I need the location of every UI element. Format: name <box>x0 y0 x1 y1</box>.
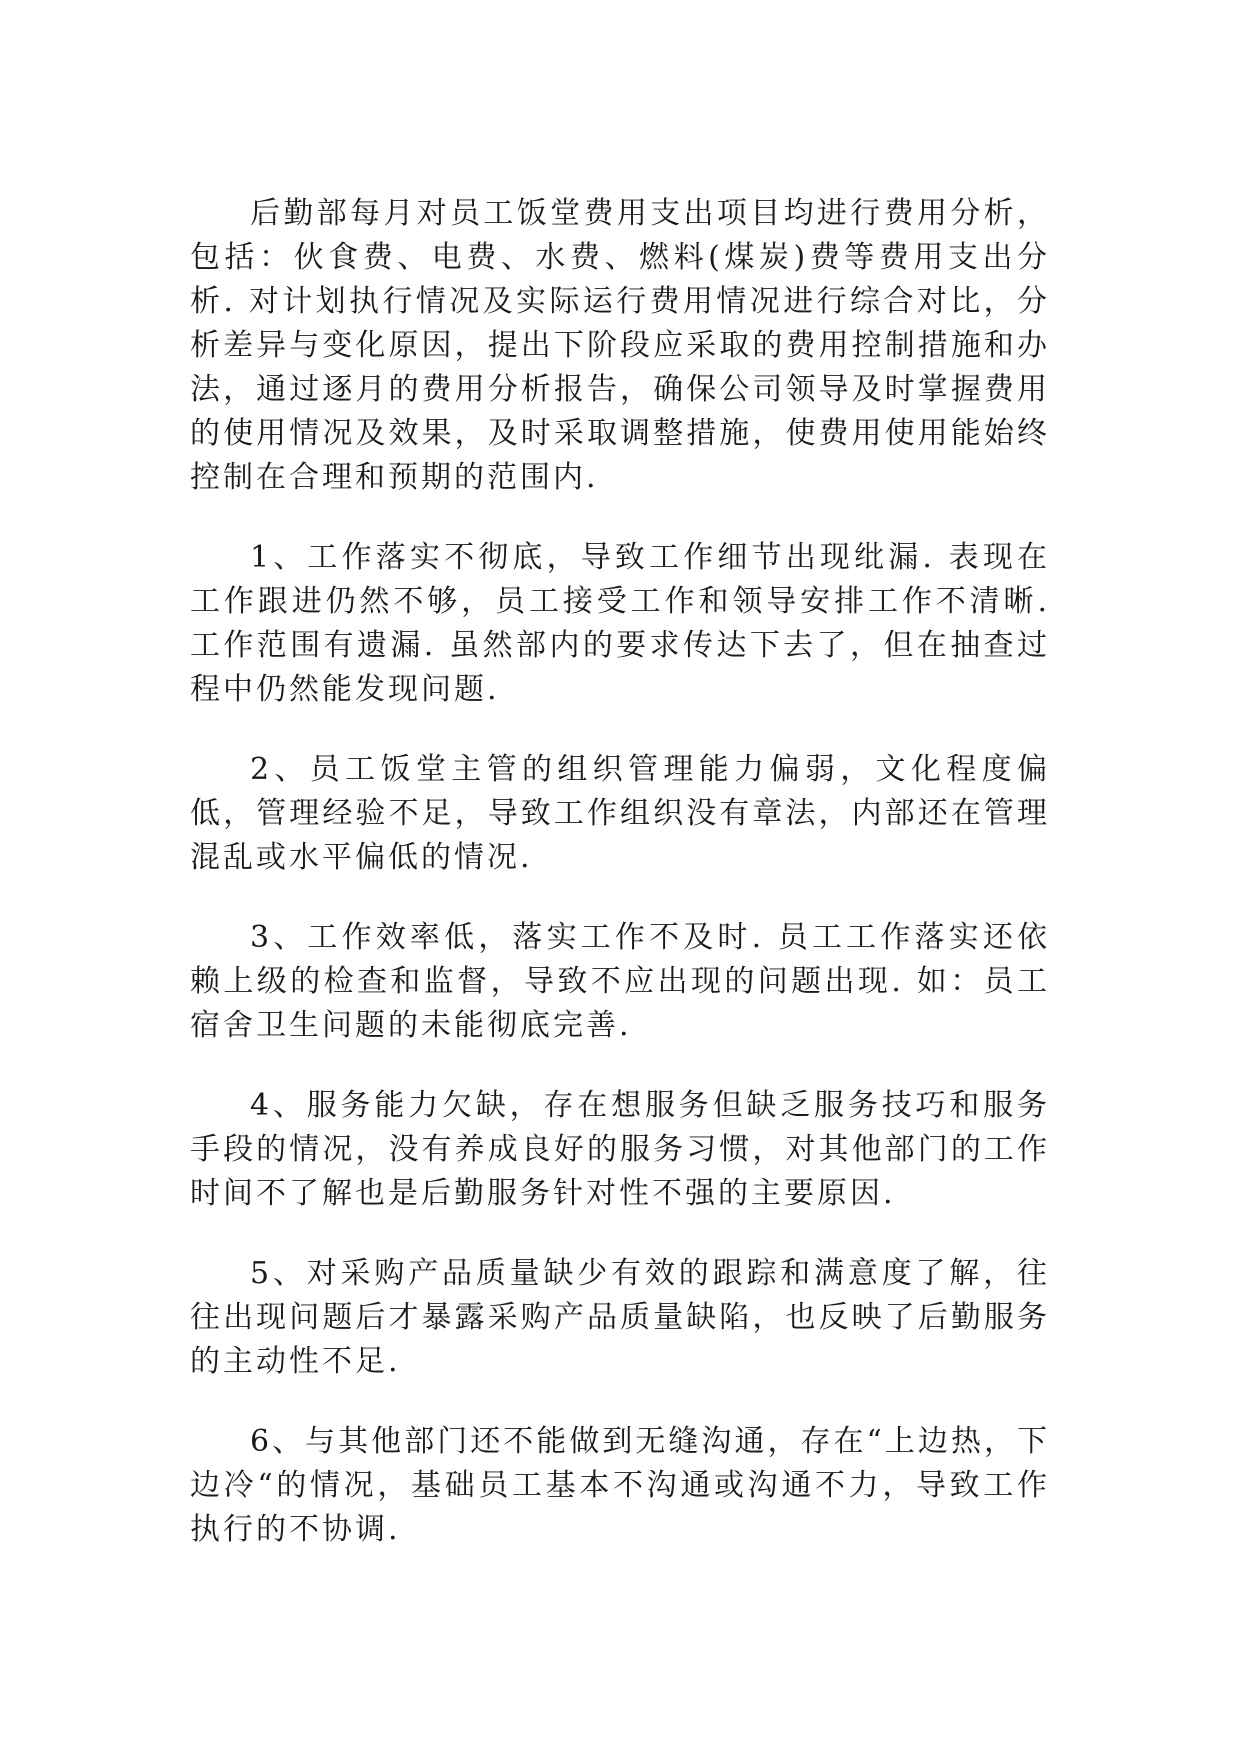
paragraph-item-1: 1、工作落实不彻底，导致工作细节出现纰漏. 表现在工作跟进仍然不够，员工接受工作和领导安排工作不清晰. 工作范围有遗漏. 虽然部内的要求传达下去了，但在抽查过程中仍然能发现问题. <box>190 540 1050 707</box>
paragraph-item-6: 6、与其他部门还不能做到无缝沟通，存在“上边热，下边冷“的情况，基础员工基本不沟通或沟通不力，导致工作执行的不协调. <box>190 1424 1050 1547</box>
paragraph-item-3: 3、工作效率低，落实工作不及时. 员工工作落实还依赖上级的检查和监督，导致不应出现的问题出现. 如：员工宿舍卫生问题的未能彻底完善. <box>190 920 1050 1043</box>
paragraph-item-4: 4、服务能力欠缺，存在想服务但缺乏服务技巧和服务手段的情况，没有养成良好的服务习惯，对其他部门的工作时间不了解也是后勤服务针对性不强的主要原因. <box>190 1088 1050 1211</box>
paragraph-intro: 后勤部每月对员工饭堂费用支出项目均进行费用分析，包括：伙食费、电费、水费、燃料(煤炭)费等费用支出分析. 对计划执行情况及实际运行费用情况进行综合对比，分析差异与变化原因，提出下阶段应采取的费用控制措施和办法，通过逐月的费用分析报告，确保公司领导及时掌握费用的使用情况及效果，及时采取调整措施，使费用使用能始终控制在合理和预期的范围内. <box>190 196 1050 495</box>
document-page <box>190 192 1050 1588</box>
paragraph-item-2: 2、员工饭堂主管的组织管理能力偏弱，文化程度偏低，管理经验不足，导致工作组织没有章法，内部还在管理混乱或水平偏低的情况. <box>190 752 1050 875</box>
paragraph-item-5: 5、对采购产品质量缺少有效的跟踪和满意度了解，往往出现问题后才暴露采购产品质量缺陷，也反映了后勤服务的主动性不足. <box>190 1256 1050 1379</box>
